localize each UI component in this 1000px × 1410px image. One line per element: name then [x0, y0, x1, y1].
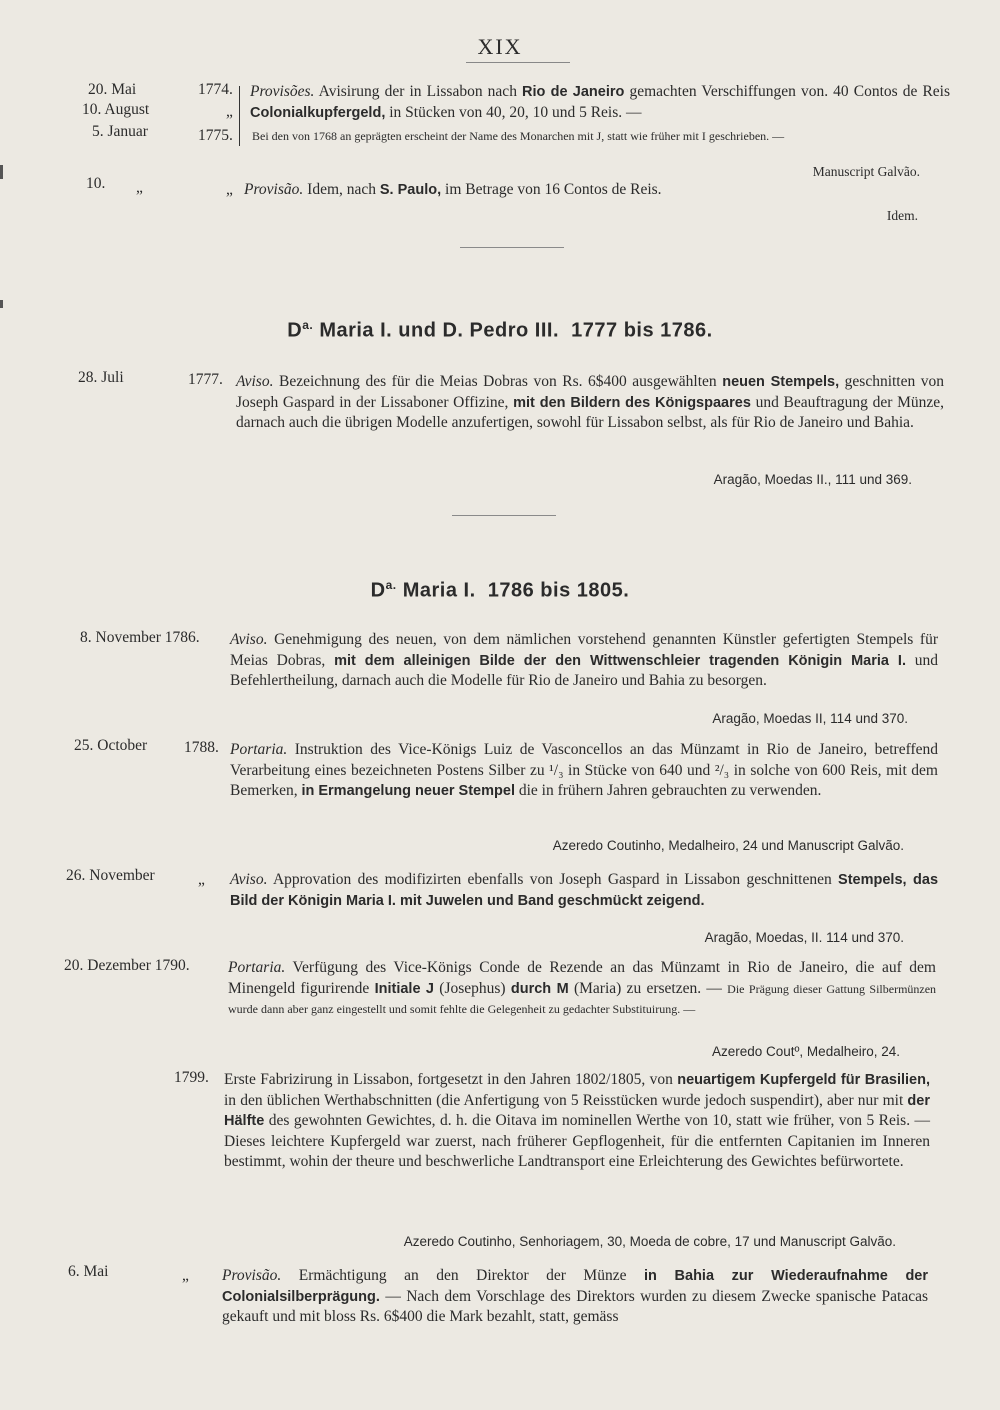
entry-text — [224, 1070, 930, 1173]
keyword: Aviso. — [230, 631, 268, 648]
entry-note: Bei den von 1768 an geprägten erscheint der Name des Monarchen mit J, statt wie früher mit I geschrieben. — — [252, 129, 785, 143]
text-span: und Beauftragung der Münze, darnach auch die übrigen Modelle anzufertigen, sowohl für Lissabon selbst, als für Rio de Janeiro und Bahia. — [236, 393, 944, 431]
text-span: Bezeichnung des für die Meias Dobras von Rs. 6$400 ausgewählten — [279, 373, 717, 390]
entry-year: 1788. — [184, 739, 219, 756]
bold-span: mit den Bildern des Königspaares — [513, 394, 751, 411]
bold-span: S. Paulo, — [379, 182, 442, 198]
text-span: Approvation des modifizirten ebenfalls von Joseph Gaspard in Lissabon geschnittenen — [272, 871, 832, 888]
text-span: die in frühern Jahren gebrauchten zu verwenden. — [518, 782, 822, 799]
entry-date: 20. Dezember 1790. — [64, 957, 190, 974]
entry-year-ditto: „ — [226, 103, 233, 120]
source-text: Aragão, Moedas II., 111 und 369. — [713, 472, 912, 487]
entry-year-ditto: „ — [198, 871, 205, 888]
source-citation — [712, 711, 908, 727]
bold-span: Stempels, das Bild der Königin Maria I. mit Juwelen und Band geschmückt zeigend. — [230, 872, 939, 909]
text-span: im Betrage von 16 Contos de Reis. — [445, 181, 662, 198]
source-citation — [404, 1234, 896, 1250]
entry-date: 10. August — [82, 101, 150, 118]
text-span: (Maria) zu ersetzen. — — [573, 979, 722, 997]
bold-span: der Hälfte — [224, 1092, 930, 1129]
entry-date: 8. November 1786. — [80, 629, 200, 646]
text-span: und Befehlertheilung, darnach auch die Modelle für Rio de Janeiro und Bahia zu besorgen. — [230, 651, 939, 689]
entry-text — [228, 958, 936, 1020]
bold-span: in Bahia zur Wiederaufnahme der Colonialsilberprägung. — [222, 1268, 929, 1305]
bold-span: Colonialkupfergeld, — [250, 104, 386, 121]
entry-text — [230, 740, 938, 802]
entry-date: 26. November — [66, 867, 155, 884]
entry-text — [230, 870, 938, 911]
keyword: Aviso. — [230, 871, 268, 888]
source-text: Azeredo Coutinho, Medalheiro, 24 und Manuscript Galvão. — [552, 838, 904, 853]
entry-date: 20. Mai — [88, 81, 137, 98]
source-text: Azeredo Coutinho, Senhoriagem, 30, Moeda de cobre, 17 und Manuscript Galvão. — [403, 1234, 896, 1249]
entry-year: 1777. — [188, 371, 223, 388]
text-span: Erste Fabrizirung in Lissabon, fortgesetzt in den Jahren 1802/1805, von — [224, 1071, 673, 1088]
section-heading — [0, 578, 1000, 603]
entry-year: 1775. — [198, 127, 233, 144]
entry-date: 10. — [86, 175, 106, 192]
source-citation — [714, 472, 912, 488]
entry-text — [222, 1266, 928, 1328]
keyword: Provisão. — [222, 1267, 282, 1284]
scan-edge-mark — [0, 300, 3, 308]
text-span: — Nach dem Vorschlage des Direktors wurden zu diesem Zwecke spanische Patacas gekauft und mit bloss Rs. 6$400 die Mark bezahlt, statt, gemäss — [222, 1287, 929, 1325]
keyword: Portaria. — [228, 959, 286, 976]
heading-prefix: D — [370, 579, 386, 602]
source-citation: Manuscript Galvão. — [812, 164, 920, 179]
entry-date: 5. Januar — [92, 123, 148, 140]
text-span: (Josephus) — [439, 979, 506, 997]
page-number: XIX — [477, 34, 523, 59]
keyword: Portaria. — [230, 741, 288, 758]
section-heading — [0, 318, 1000, 343]
section-divider — [452, 515, 556, 516]
header-rule — [466, 62, 570, 63]
bold-span: Rio de Janeiro — [522, 84, 625, 100]
entry-date: 28. Juli — [78, 369, 124, 386]
heading-title: Maria I. — [402, 579, 476, 602]
text-span: gemachten Verschiffungen — [629, 83, 796, 100]
ditto-mark: „ — [136, 179, 143, 196]
entry-text — [230, 630, 938, 692]
bold-span: neuen Stempels, — [722, 374, 840, 390]
heading-sup: a. — [385, 578, 397, 592]
entry-note: Die Prägung dieser Gattung Silbermünzen wurde dann aber ganz eingestellt und somit fehlte die Gelegenheit zu gedachter Substituirung. — — [228, 981, 937, 1016]
text-span: des gewohnten Gewichtes, d. h. die Oitava im nominellen Werthe von 10, statt wie früher, von 5 Reis. — Dieses leichtere Kupfergeld war zuerst, nach früherer Gepflogenheit, für die entfernten Capitanien im Inneren bestimmt, wohin der theure und beschwerliche Landtransport eine Erleichterung des Gewichtes befürwortete. — [224, 1112, 930, 1170]
source-text: Aragão, Moedas, II. 114 und 370. — [704, 930, 904, 945]
keyword: Provisão. — [244, 181, 304, 198]
text-span: in Stücken von 40, 20, 10 und 5 Reis. — — [389, 103, 642, 121]
text-span: geschnitten von Joseph Gaspard in der Lissaboner Offizine, — [236, 373, 945, 411]
source-citation — [553, 838, 904, 854]
text-span: Genehmigung des neuen, von dem nämlichen vorstehend genannten Künstler gefertigten Stempels für Meias Dobras, — [230, 631, 939, 669]
entry-date: 6. Mai — [68, 1263, 109, 1280]
entry-text — [236, 372, 944, 434]
section-divider — [460, 247, 564, 248]
heading-title: Maria I. und D. Pedro III. — [319, 319, 560, 342]
source-text: Aragão, Moedas II, 114 und 370. — [712, 711, 908, 726]
entry-text — [250, 82, 950, 123]
entry-year-ditto: „ — [182, 1267, 189, 1284]
entry-year: 1774. — [198, 81, 233, 98]
bold-span: in Ermangelung neuer Stempel — [301, 783, 515, 799]
text-span: Ermächtigung an den Direktor der Münze — [298, 1267, 627, 1284]
source-citation: Idem. — [886, 208, 918, 223]
text-span: Avisirung der in Lissabon nach — [318, 83, 517, 100]
entry-year-ditto: „ — [226, 181, 233, 198]
source-citation — [712, 1044, 900, 1060]
text-span: in den üblichen Werthabschnitten (die Anfertigung von 5 Reisstücken wurde jedoch suspendirt), aber nur mit — [224, 1091, 904, 1109]
bold-span: durch M — [510, 980, 569, 997]
text-span: Idem, nach — [307, 181, 377, 198]
text-span: Instruktion des Vice-Königs Luiz de Vasconcellos an das Münzamt in Rio de Janeiro, betreffend Verarbeitung eines bezeichneten Postens Silber zu ¹/₃ in Stücke von 640 und ²/₃ in solche von 600 Reis, mit dem Bemerken, — [230, 741, 938, 799]
entry-date: 25. October — [74, 737, 148, 754]
bold-span: neuartigem Kupfergeld für Brasilien, — [677, 1072, 930, 1088]
source-citation — [705, 930, 904, 946]
heading-prefix: D — [287, 319, 303, 342]
heading-years: 1786 bis 1805. — [487, 579, 630, 602]
brace-bracket — [239, 86, 248, 146]
bold-span: Initiale J — [374, 980, 434, 997]
heading-years: 1777 bis 1786. — [571, 319, 713, 342]
source-text: Azeredo Coutº, Medalheiro, 24. — [711, 1044, 900, 1059]
keyword: Aviso. — [236, 373, 274, 390]
text-span: Verfügung des Vice-Königs Conde de Rezende an das Münzamt in Rio de Janeiro, die auf dem Minengeld figurirende — [228, 959, 936, 997]
text-span: von. 40 Contos de Reis — [800, 83, 951, 100]
bold-span: mit dem alleinigen Bilde der den Wittwenschleier tragenden Königin Maria I. — [334, 652, 906, 669]
heading-sup: a. — [302, 318, 314, 332]
entry-year: 1799. — [174, 1069, 209, 1086]
entry-text — [244, 180, 944, 201]
keyword: Provisões. — [250, 83, 315, 100]
scan-edge-mark — [0, 165, 3, 179]
